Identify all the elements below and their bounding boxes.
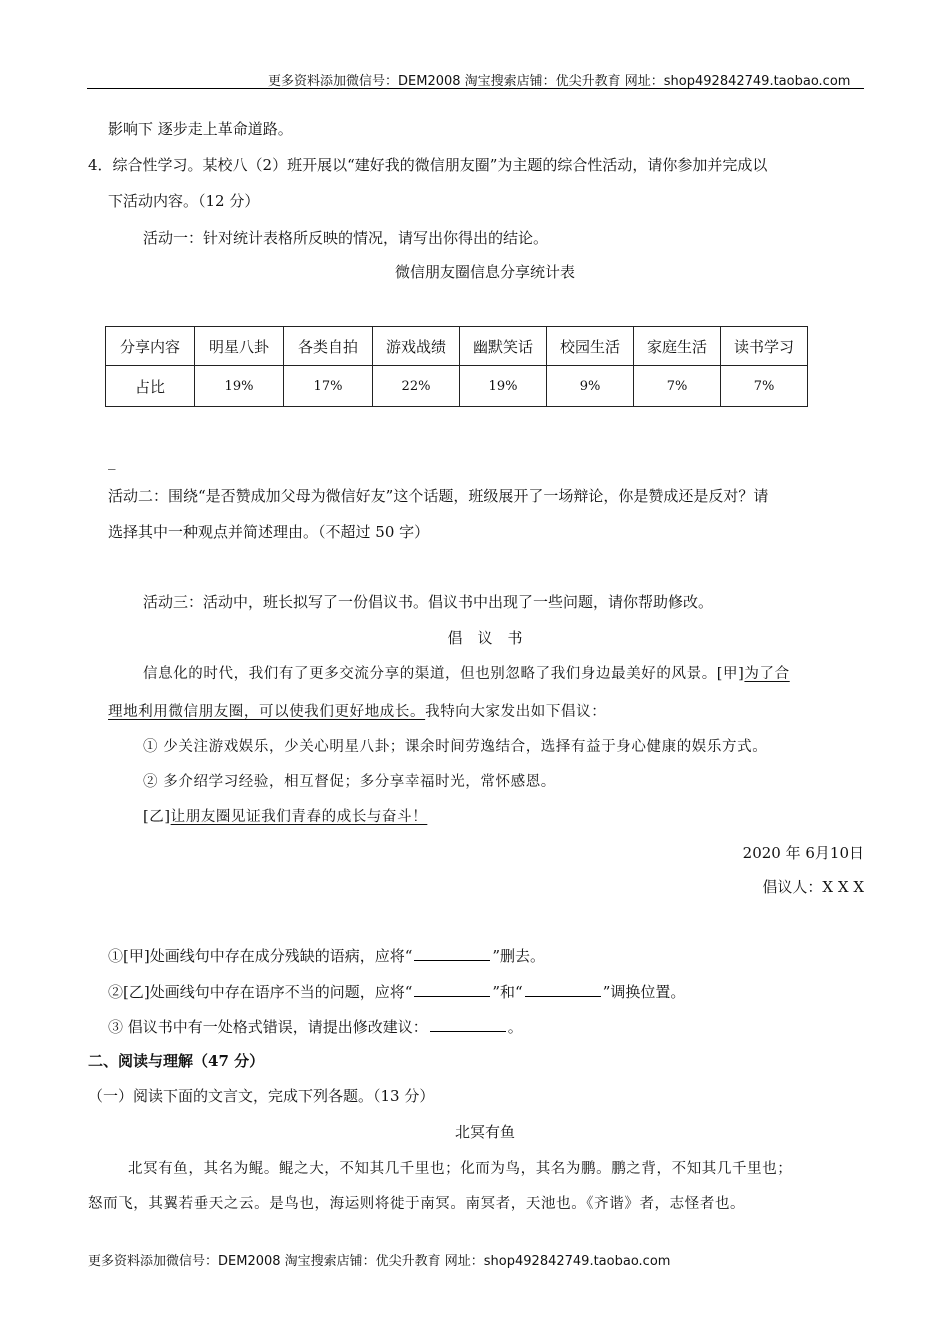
letter-signer: 倡议人：X X X [762, 878, 864, 896]
classical-text-title: 北冥有鱼 [454, 1123, 515, 1141]
q4-line2: 下活动内容。（12 分） [108, 192, 260, 210]
table-header-cell: 明星八卦 [195, 327, 284, 366]
activity1-prompt: 活动一：针对统计表格所反映的情况，请写出你得出的结论。 [143, 229, 549, 247]
table-header-cell: 各类自拍 [284, 327, 373, 366]
page-header: 更多资料添加微信号：DEM2008 淘宝搜索店铺：优尖升教育 网址：shop492842749.taobao.com [268, 74, 851, 89]
table-cell: 19% [460, 366, 547, 407]
sub-question-3 [108, 1016, 523, 1037]
answer-blank-mark: _ [108, 452, 116, 470]
underlined-sentence-yi: 让朋友圈见证我们青春的成长与奋斗！ [170, 809, 428, 825]
classical-text-line2: 怒而飞，其翼若垂天之云。是鸟也，海运则将徙于南冥。南冥者，天池也。《齐谐》者，志怪者也。 [88, 1196, 746, 1212]
letter-item-1: ① 少关注游戏娱乐，少关心明星八卦；课余时间劳逸结合，选择有益于身心健康的娱乐方式。 [143, 739, 768, 755]
table-header-cell: 校园生活 [547, 327, 634, 366]
table-header-cell: 分享内容 [106, 327, 195, 366]
share-stats-table [105, 326, 808, 407]
table-title: 微信朋友圈信息分享统计表 [394, 263, 575, 281]
sub2-tail: ”调换位置。 [602, 983, 686, 1001]
activity3-prompt: 活动三：活动中，班长拟写了一份倡议书。倡议书中出现了一些问题，请你帮助修改。 [143, 593, 714, 611]
intro-line: 影响下 逐步走上革命道路。 [108, 120, 293, 138]
answer-blank[interactable] [414, 984, 490, 997]
classical-text-line1: 北冥有鱼，其名为鲲。鲲之大，不知其几千里也；化而为鸟，其名为鹏。鹏之背，不知其几千里也； [128, 1161, 793, 1177]
sub-question-2 [108, 981, 685, 1002]
letter-item-3 [143, 805, 427, 826]
table-header-cell: 读书学习 [721, 327, 808, 366]
table-header-cell: 幽默笑话 [460, 327, 547, 366]
q4-line1: 4．综合性学习。某校八（2）班开展以“建好我的微信朋友圈”为主题的综合性活动，请你参加并完成以 [88, 156, 768, 174]
section2-title: 二、阅读与理解（47 分） [88, 1052, 265, 1070]
activity2-line1: 活动二：围绕“是否赞成加父母为微信好友”这个话题，班级展开了一场辩论，你是赞成还是反对？请 [108, 487, 769, 505]
sub-question-1 [108, 945, 545, 966]
answer-blank[interactable] [430, 1019, 506, 1032]
answer-blank[interactable] [525, 984, 601, 997]
table-cell: 7% [721, 366, 808, 407]
answer-blank[interactable] [414, 948, 490, 961]
letter-p1-text: 信息化的时代，我们有了更多交流分享的渠道，但也别忽略了我们身边最美好的风景。[甲] [143, 666, 745, 682]
letter-p2-text: 我特向大家发出如下倡议： [425, 704, 607, 720]
table-cell: 9% [547, 366, 634, 407]
table-cell: 19% [195, 366, 284, 407]
table-header-cell: 家庭生活 [634, 327, 721, 366]
letter-item-2: ② 多介绍学习经验，相互督促；多分享幸福时光，常怀感恩。 [143, 774, 556, 790]
table-cell: 7% [634, 366, 721, 407]
sub3-tail: 。 [507, 1018, 523, 1036]
letter-date: 2020 年 6月10日 [742, 844, 864, 862]
mark-yi: [乙] [143, 809, 171, 825]
activity2-line2: 选择其中一种观点并简述理由。（不超过 50 字） [108, 523, 430, 541]
table-header-cell: 游戏战绩 [373, 327, 460, 366]
sub1-text: ①[甲]处画线句中存在成分残缺的语病，应将“ [108, 947, 413, 965]
table-cell: 22% [373, 366, 460, 407]
table-row-label: 占比 [106, 366, 195, 407]
letter-paragraph-1 [143, 662, 790, 683]
underlined-sentence-jia: 为了合 [744, 666, 790, 682]
header-divider [87, 88, 864, 89]
letter-paragraph-1-cont [108, 700, 606, 721]
table-value-row [106, 366, 808, 407]
sub2-mid: ”和“ [492, 983, 523, 1001]
sub2-text: ②[乙]处画线句中存在语序不当的问题，应将“ [108, 983, 413, 1001]
letter-title: 倡 议 书 [447, 629, 523, 647]
sub1-tail: ”删去。 [492, 947, 546, 965]
table-cell: 17% [284, 366, 373, 407]
section2-part1: （一）阅读下面的文言文，完成下列各题。（13 分） [88, 1087, 435, 1105]
sub3-text: ③ 倡议书中有一处格式错误，请提出修改建议： [108, 1018, 428, 1036]
underlined-sentence-jia-cont: 理地利用微信朋友圈，可以使我们更好地成长。 [108, 704, 426, 720]
page-footer: 更多资料添加微信号：DEM2008 淘宝搜索店铺：优尖升教育 网址：shop492842749.taobao.com [88, 1254, 671, 1269]
table-header-row [106, 327, 808, 366]
